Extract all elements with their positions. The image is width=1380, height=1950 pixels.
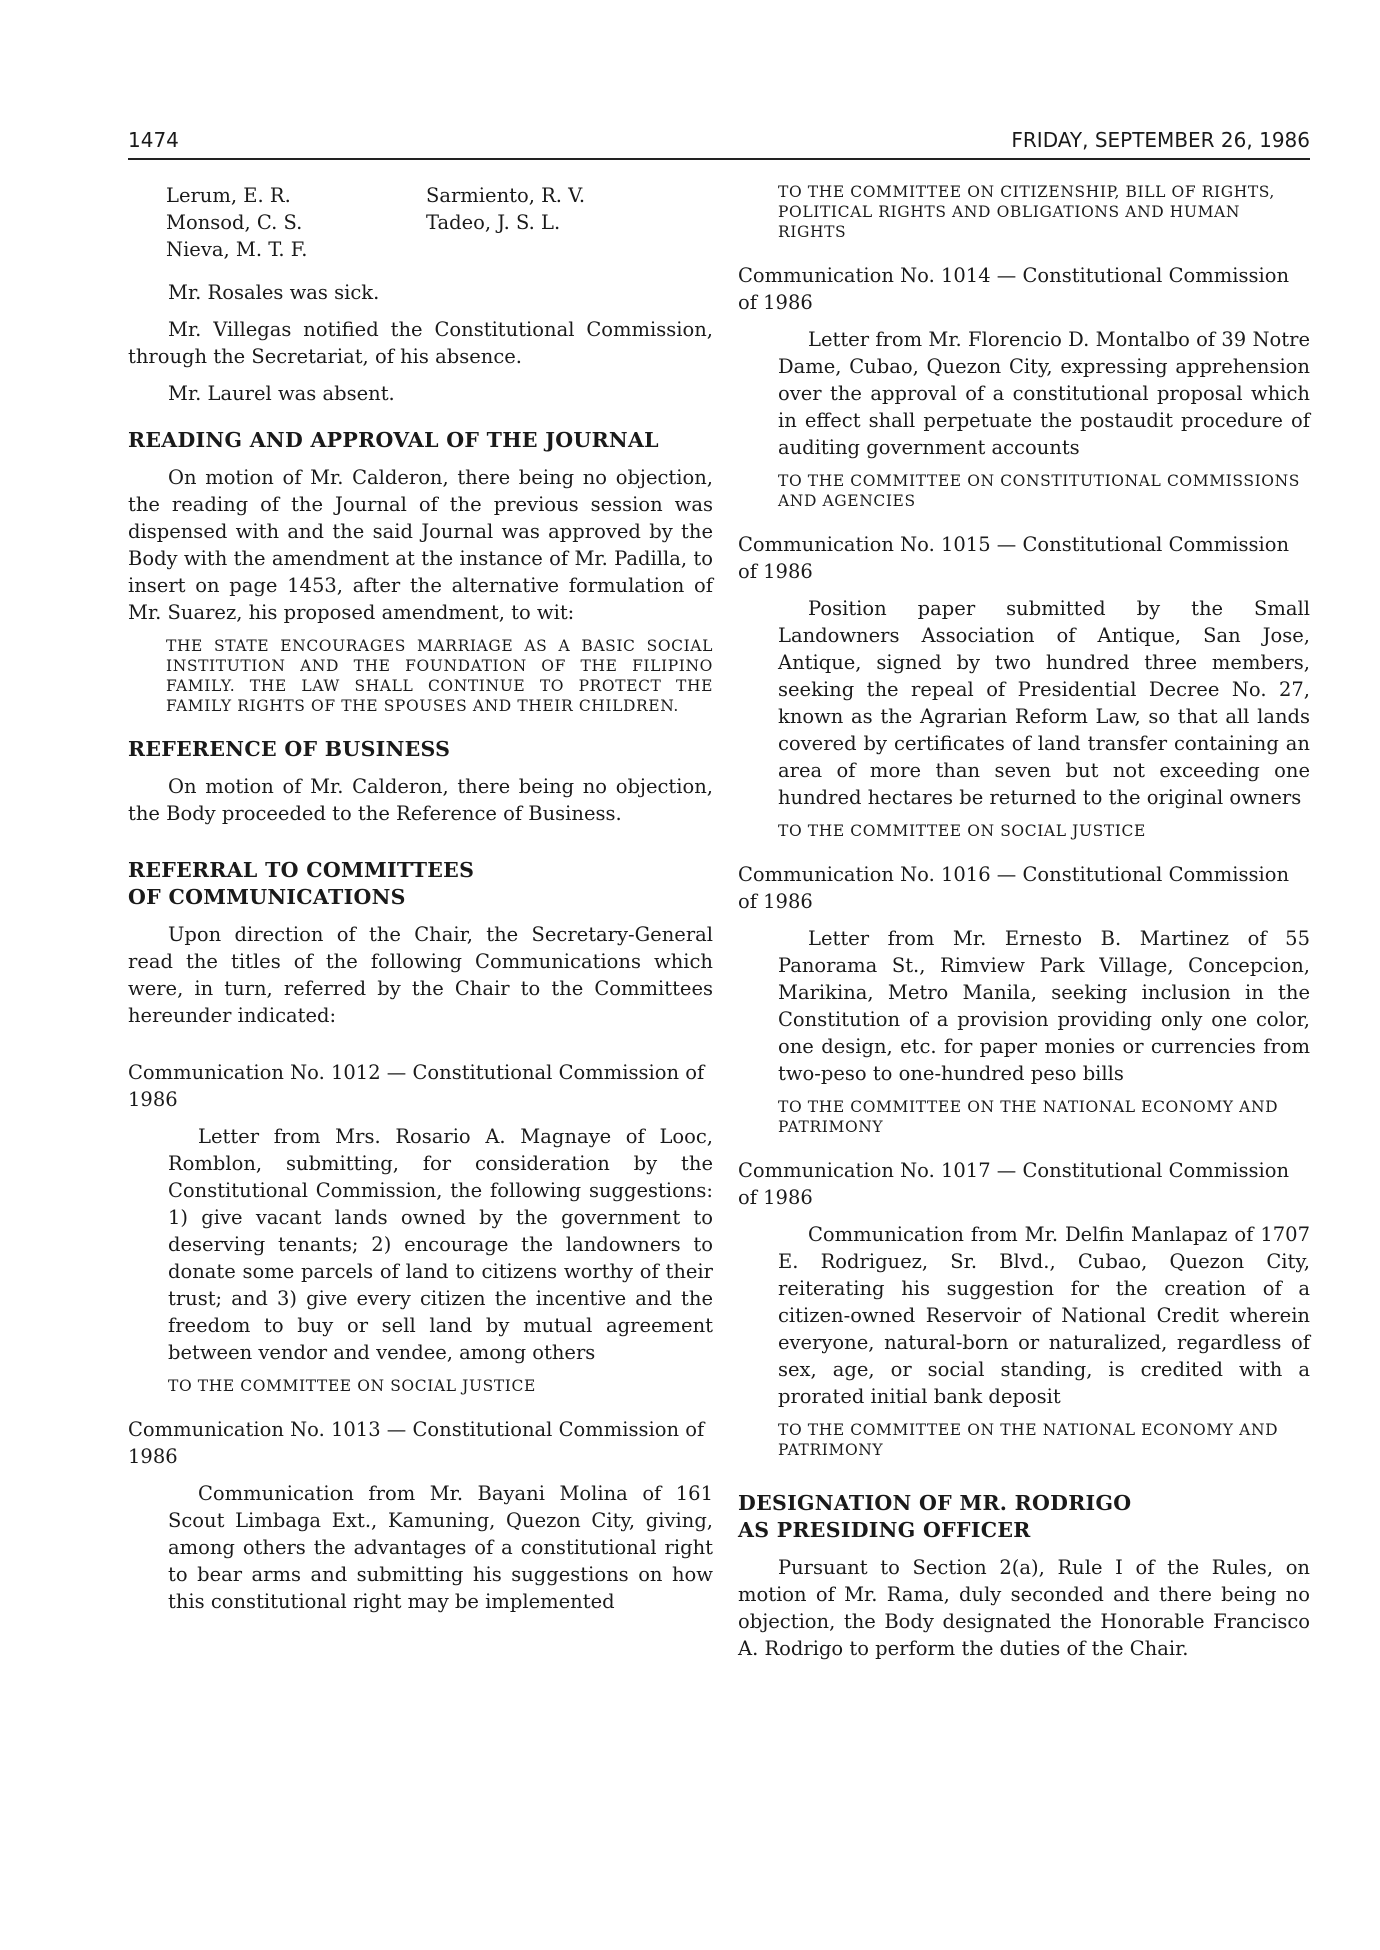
page-header: [128, 128, 1310, 160]
name-entry: Monsod, C. S.: [166, 211, 303, 234]
communication-1014-body: Letter from Mr. Florencio D. Montalbo of 39 Notre Dame, Cubao, Quezon City, expressing apprehension over the approval of a constitutional proposal which in effect shall perpetuate the postaudit procedure of auditing government accounts: [778, 328, 1310, 459]
paragraph-reference: On motion of Mr. Calderon, there being no objection, the Body proceeded to the Reference of Business.: [128, 775, 713, 825]
names-col-2: [426, 182, 686, 263]
names-col-1: [166, 182, 426, 263]
heading-reference: REFERENCE OF BUSINESS: [128, 737, 451, 761]
name-entry: Nieva, M. T. F.: [166, 238, 308, 261]
name-entry: Lerum, E. R.: [166, 184, 291, 207]
communication-1017-committee: TO THE COMMITTEE ON THE NATIONAL ECONOMY AND PATRIMONY: [778, 1421, 1279, 1459]
communication-1016-title: Communication No. 1016 — Constitutional Commission of 1986: [738, 863, 1290, 913]
heading-referral-line-2: OF COMMUNICATIONS: [128, 885, 406, 909]
communication-1013-body: Communication from Mr. Bayani Molina of 161 Scout Limbaga Ext., Kamuning, Quezon City, giving, among others the advantages of a constitutional right to bear arms and submitting his suggestions on how this constitutional right may be implemented: [168, 1482, 713, 1613]
communication-1016-committee: TO THE COMMITTEE ON THE NATIONAL ECONOMY AND PATRIMONY: [778, 1098, 1279, 1136]
paragraph-rosales: Mr. Rosales was sick.: [168, 281, 380, 304]
heading-designation-line-1: DESIGNATION OF MR. RODRIGO: [738, 1491, 1132, 1515]
paragraph-laurel: Mr. Laurel was absent.: [168, 382, 395, 405]
communication-1015-body: Position paper submitted by the Small Landowners Association of Antique, San Jose, Antique, signed by two hundred three members, seeking the repeal of Presidential Decree No. 27, known as the Agrarian Reform Law, so that all lands covered by certificates of land transfer containing an area of more than seven but not exceeding one hundred hectares be returned to the original owners: [778, 597, 1310, 809]
communication-1016-body: Letter from Mr. Ernesto B. Martinez of 55 Panorama St., Rimview Park Village, Concepcion, Marikina, Metro Manila, seeking inclusion in the Constitution of a provision providing only one color, one design, etc. for paper monies or currencies from two-peso to one-hundred peso bills: [778, 927, 1310, 1085]
quoted-amendment: THE STATE ENCOURAGES MARRIAGE AS A BASIC SOCIAL INSTITUTION AND THE FOUNDATION OF THE FILIPINO FAMILY. THE LAW SHALL CONTINUE TO PROTECT THE FAMILY RIGHTS OF THE SPOUSES AND THEIR CHILDREN.: [166, 637, 713, 715]
communication-1012-title: Communication No. 1012 — Constitutional Commission of 1986: [128, 1061, 705, 1111]
communication-1012-committee: TO THE COMMITTEE ON SOCIAL JUSTICE: [168, 1377, 536, 1395]
name-entry: Tadeo, J. S. L.: [426, 211, 561, 234]
paragraph-villegas: Mr. Villegas notified the Constitutional Commission, through the Secretariat, of his absence.: [128, 318, 713, 368]
attendance-names: [128, 182, 713, 263]
heading-referral-line-1: REFERRAL TO COMMITTEES: [128, 858, 475, 882]
paragraph-referral: Upon direction of the Chair, the Secretary-General read the titles of the following Communications which were, in turn, referred by the Chair to the Committees hereunder indicated:: [128, 923, 713, 1027]
heading-journal: READING AND APPROVAL OF THE JOURNAL: [128, 428, 659, 452]
paragraph-journal: On motion of Mr. Calderon, there being no objection, the reading of the Journal of the previous session was dispensed with and the said Journal was approved by the Body with the amendment at the instance of Mr. Padilla, to insert on page 1453, after the alternative formulation of Mr. Suarez, his proposed amendment, to wit:: [128, 466, 713, 624]
heading-designation-line-2: AS PRESIDING OFFICER: [738, 1518, 1031, 1542]
right-column: [738, 182, 1310, 1662]
communication-1017-body: Communication from Mr. Delfin Manlapaz of 1707 E. Rodriguez, Sr. Blvd., Cubao, Quezon City, reiterating his suggestion for the creation of a citizen-owned Reservoir of National Credit wherein everyone, natural-born or naturalized, regardless of sex, age, or social standing, is credited with a prorated initial bank deposit: [778, 1223, 1310, 1408]
paragraph-designation: Pursuant to Section 2(a), Rule I of the Rules, on motion of Mr. Rama, duly seconded and there being no objection, the Body designated the Honorable Francisco A. Rodrigo to perform the duties of the Chair.: [738, 1556, 1310, 1660]
heading-referral: [128, 857, 713, 911]
communication-1015-title: Communication No. 1015 — Constitutional Commission of 1986: [738, 533, 1290, 583]
communication-1017-title: Communication No. 1017 — Constitutional Commission of 1986: [738, 1159, 1290, 1209]
name-entry: Sarmiento, R. V.: [426, 184, 586, 207]
communication-1015-committee: TO THE COMMITTEE ON SOCIAL JUSTICE: [778, 822, 1146, 840]
communication-1013-committee: TO THE COMMITTEE ON CITIZENSHIP, BILL OF RIGHTS, POLITICAL RIGHTS AND OBLIGATIONS AND HUMAN RIGHTS: [778, 183, 1275, 241]
left-column: [128, 182, 713, 1615]
communication-1014-committee: TO THE COMMITTEE ON CONSTITUTIONAL COMMISSIONS AND AGENCIES: [778, 472, 1300, 510]
communication-1012-body: Letter from Mrs. Rosario A. Magnaye of Looc, Romblon, submitting, for consideration by the Constitutional Commission, the following suggestions: 1) give vacant lands owned by the government to deserving tenants; 2) encourage the landowners to donate some parcels of land to citizens worthy of their trust; and 3) give every citizen the incentive and the freedom to buy or sell land by mutual agreement between vendor and vendee, among others: [168, 1125, 713, 1364]
communication-1013-title: Communication No. 1013 — Constitutional Commission of 1986: [128, 1418, 705, 1468]
page-date: FRIDAY, SEPTEMBER 26, 1986: [1011, 128, 1310, 152]
communication-1014-title: Communication No. 1014 — Constitutional Commission of 1986: [738, 264, 1290, 314]
heading-designation: [738, 1490, 1310, 1544]
page-number: 1474: [128, 128, 179, 152]
